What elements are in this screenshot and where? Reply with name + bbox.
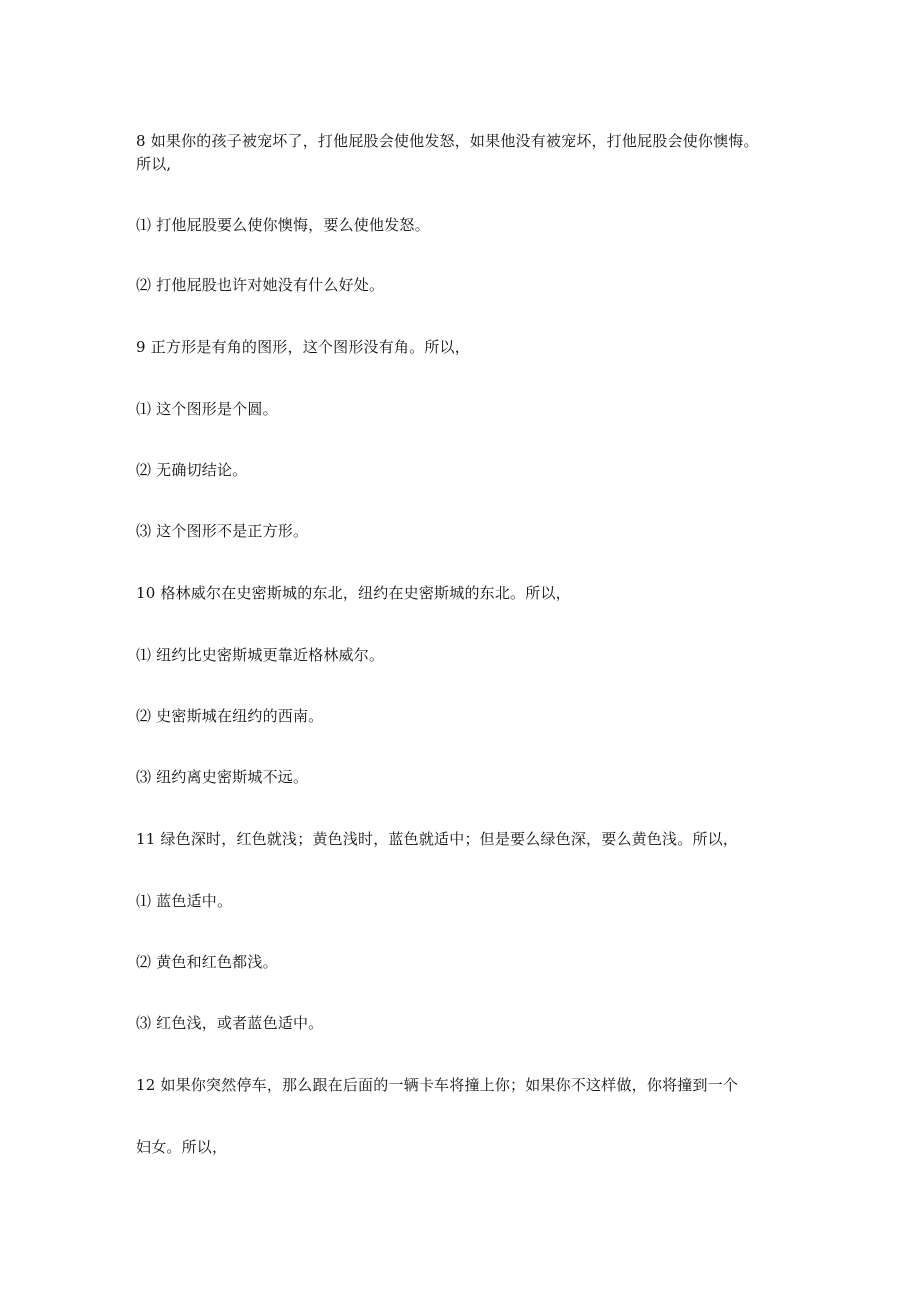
question-11-option-1: ⑴ 蓝色适中。 <box>136 892 233 910</box>
question-9-option-1: ⑴ 这个图形是个圆。 <box>136 400 278 418</box>
question-9-option-2: ⑵ 无确切结论。 <box>136 461 248 479</box>
question-8-text: 8 如果你的孩子被宠坏了，打他屁股会使他发怒，如果他没有被宠坏，打他屁股会使你懊悔。 <box>136 132 759 150</box>
question-8-continuation: 所以, <box>136 155 172 173</box>
question-12-text: 12 如果你突然停车，那么跟在后面的一辆卡车将撞上你；如果你不这样做，你将撞到一个 <box>136 1076 739 1094</box>
question-10-option-3: ⑶ 纽约离史密斯城不远。 <box>136 768 309 786</box>
question-10-option-2: ⑵ 史密斯城在纽约的西南。 <box>136 707 324 725</box>
question-12-continuation: 妇女。所以， <box>136 1138 228 1156</box>
question-9-option-3: ⑶ 这个图形不是正方形。 <box>136 522 309 540</box>
question-8-option-1: ⑴ 打他屁股要么使你懊悔，要么使他发怒。 <box>136 216 430 234</box>
question-11-text: 11 绿色深时，红色就浅；黄色浅时，蓝色就适中；但是要么绿色深，要么黄色浅。所以， <box>136 830 739 848</box>
question-8-option-2: ⑵ 打他屁股也许对她没有什么好处。 <box>136 276 385 294</box>
question-10-option-1: ⑴ 纽约比史密斯城更靠近格林威尔。 <box>136 646 385 664</box>
question-11-option-3: ⑶ 红色浅，或者蓝色适中。 <box>136 1014 324 1032</box>
question-10-text: 10 格林威尔在史密斯城的东北，纽约在史密斯城的东北。所以， <box>136 584 571 602</box>
question-9-text: 9 正方形是有角的图形，这个图形没有角。所以， <box>136 338 470 356</box>
question-11-option-2: ⑵ 黄色和红色都浅。 <box>136 953 278 971</box>
